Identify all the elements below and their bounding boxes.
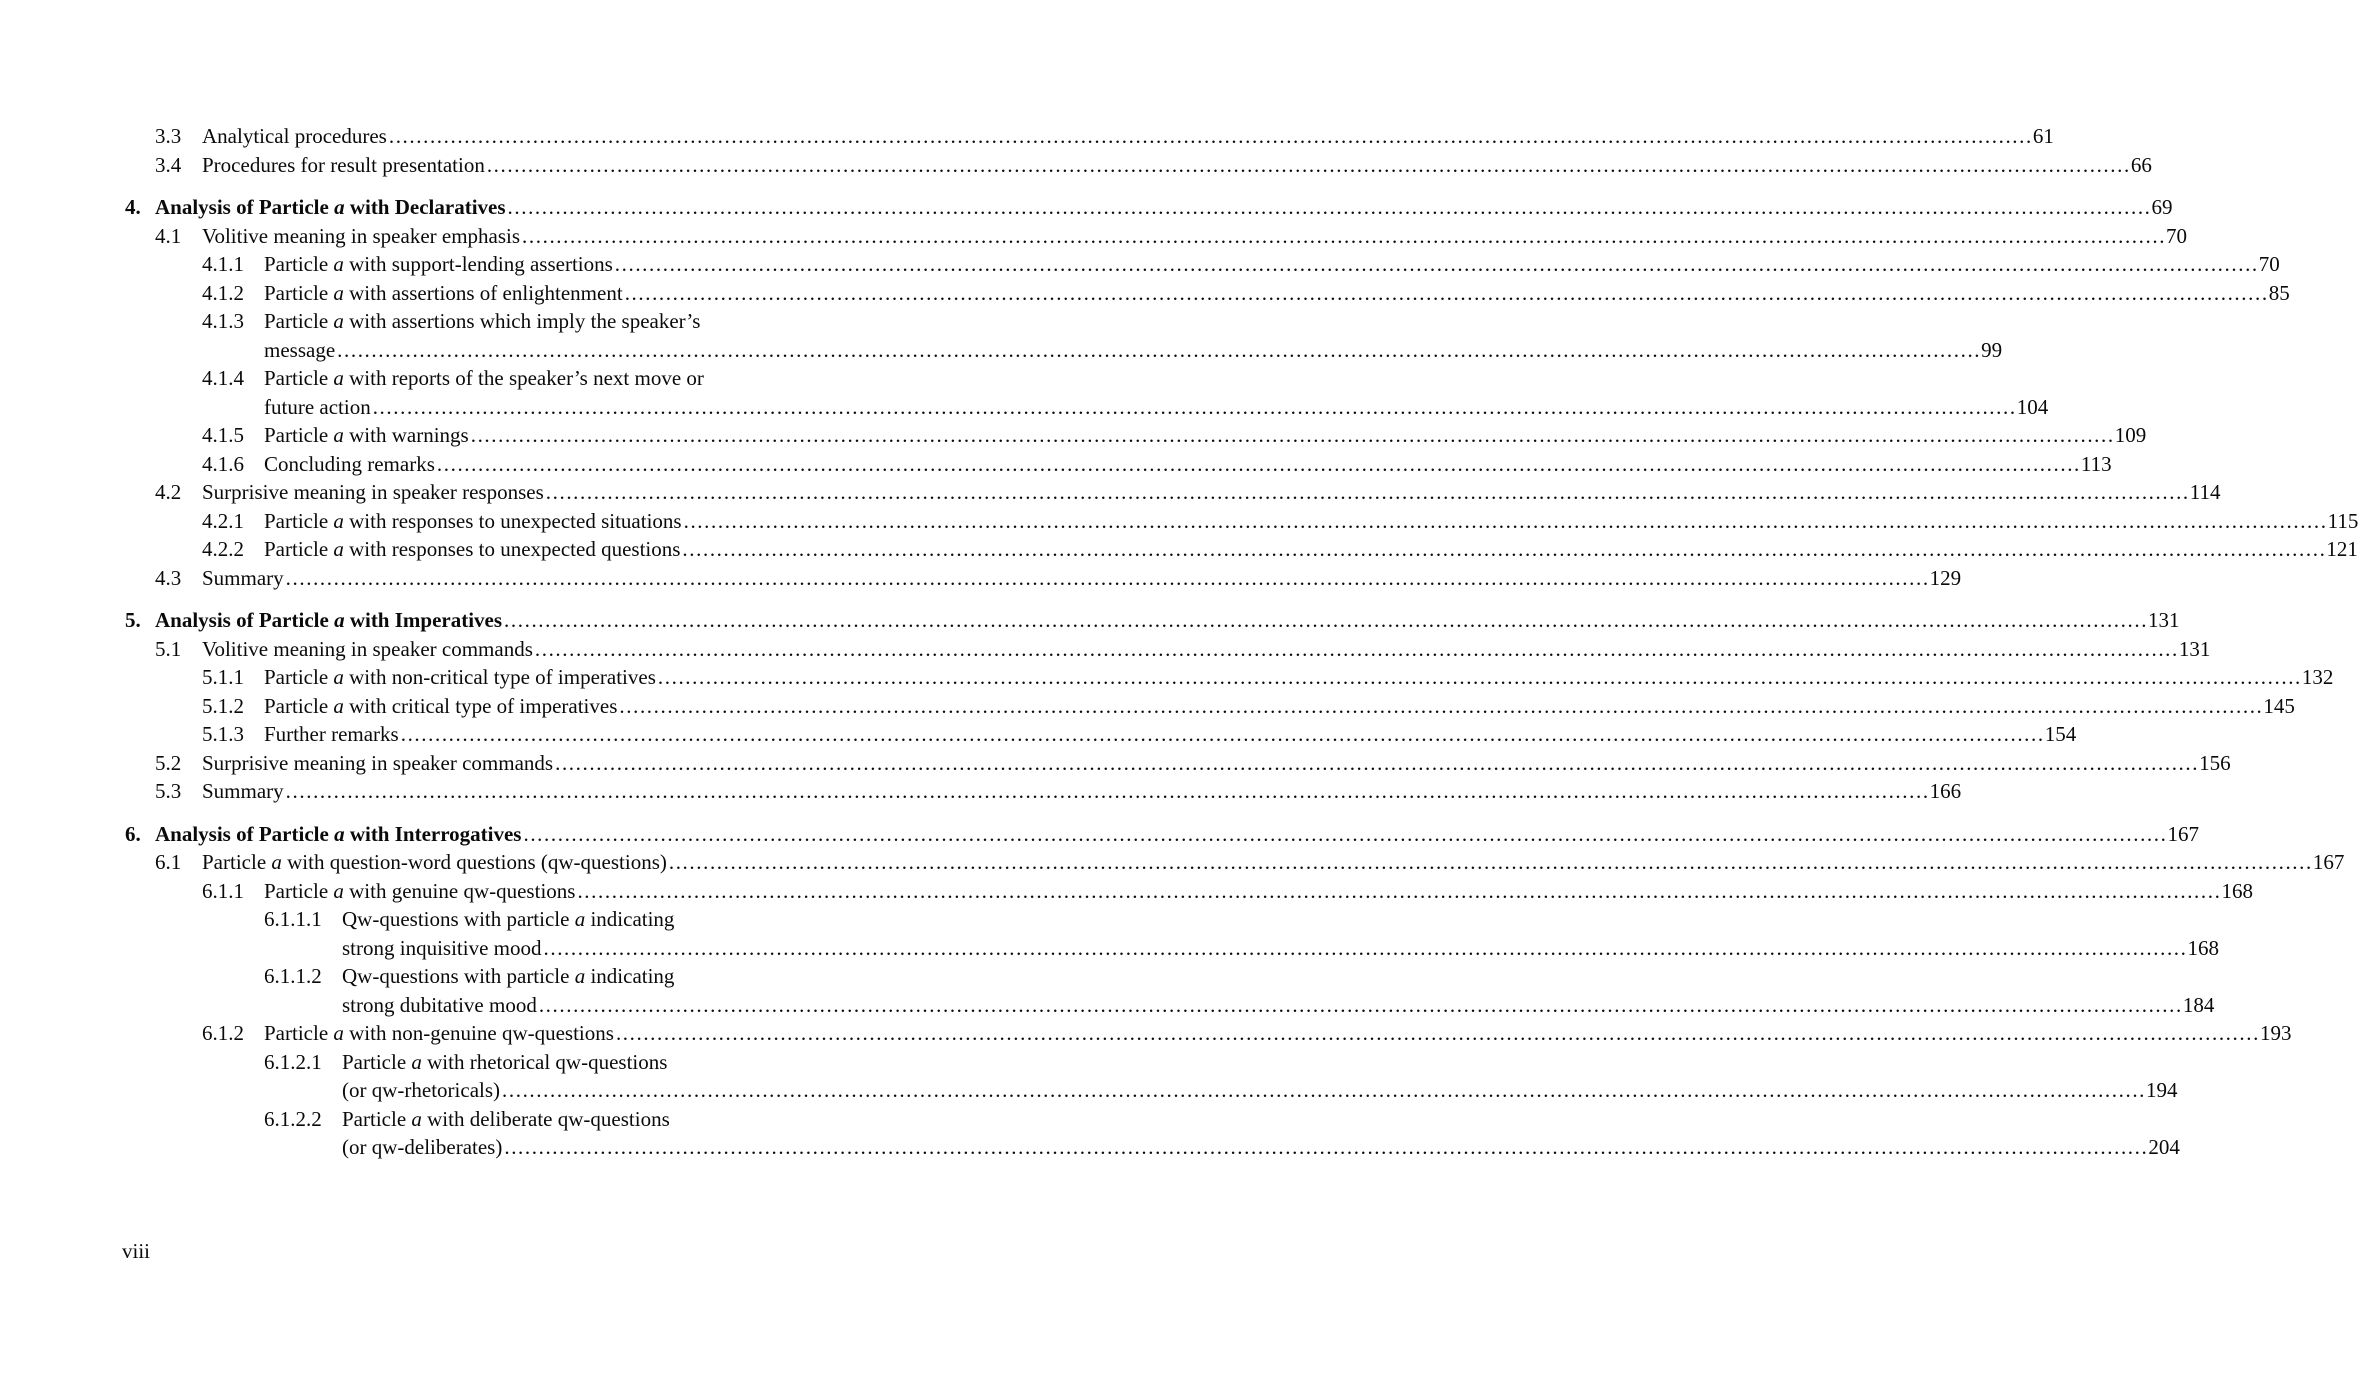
toc-entry-number: 4.1.6 xyxy=(202,451,244,476)
toc-entry-page: 167 xyxy=(2167,821,2199,846)
toc-entry-title: Summary xyxy=(202,565,284,590)
toc-entry-page: 66 xyxy=(2130,152,2152,177)
toc-entry-number: 4.2 xyxy=(155,480,182,504)
toc-entry xyxy=(125,720,2077,749)
toc-entry-number: 3.3 xyxy=(155,124,182,148)
toc-entry-body xyxy=(155,193,2173,222)
dot-leader: ................................................................................................................................................................................................................................................ xyxy=(683,508,2328,533)
toc-entry-body xyxy=(264,307,2003,364)
toc-entry-title: Surprisive meaning in speaker responses xyxy=(202,480,544,504)
toc-entry-number: 4.1.5 xyxy=(202,423,244,447)
dot-leader: ................................................................................................................................................................................................................................................ xyxy=(523,821,2168,846)
dot-leader: ................................................................................................................................................................................................................................................ xyxy=(624,280,2269,305)
toc-entry xyxy=(125,364,2049,421)
toc-entry-number: 4.1.2 xyxy=(202,280,244,305)
toc-entry-page: 113 xyxy=(2080,451,2112,476)
toc-entry xyxy=(125,905,2219,962)
toc-entry-last-line xyxy=(202,222,2188,251)
toc-entry-body xyxy=(264,364,2049,421)
toc-entry-page: 61 xyxy=(2032,124,2054,148)
toc-entry-body xyxy=(264,1019,2292,1048)
toc-entry-title: Analysis of Particle a with Interrogatives xyxy=(155,821,522,846)
toc-entry-title: Particle a with responses to unexpected questions xyxy=(264,537,681,561)
toc-entry-title-line: Particle a with reports of the speaker’s next move or xyxy=(264,366,704,390)
toc-entry-body xyxy=(202,151,2152,180)
toc-entry-title: Further remarks xyxy=(264,722,399,746)
toc-entry-number: 4. xyxy=(125,195,141,219)
toc-entry-page: 131 xyxy=(2178,636,2211,661)
toc-entry xyxy=(125,507,2358,536)
toc-entry-body xyxy=(202,222,2188,251)
toc-entry-body xyxy=(155,606,2180,635)
toc-entry-body xyxy=(202,122,2054,151)
toc-entry-number: 6.1.1.2 xyxy=(264,964,322,988)
toc-entry-number: 5. xyxy=(125,608,141,632)
toc-entry-title: message xyxy=(264,337,336,362)
toc-entry-last-line xyxy=(264,507,2358,536)
toc-entry-page: 70 xyxy=(2166,223,2188,248)
toc-entry-number: 4.1.1 xyxy=(202,252,244,276)
toc-entry-body xyxy=(264,535,2358,564)
toc-entry-number: 4.1.3 xyxy=(202,309,244,333)
toc-entry-title: Procedures for result presentation xyxy=(202,152,485,177)
dot-leader: ................................................................................................................................................................................................................................................ xyxy=(577,878,2222,903)
dot-leader: ................................................................................................................................................................................................................................................ xyxy=(285,779,1930,803)
dot-leader: ................................................................................................................................................................................................................................................ xyxy=(543,935,2188,960)
toc-entry-title: Particle a with question-word questions (qw-questions) xyxy=(202,850,667,874)
toc-entry-last-line xyxy=(342,934,2219,963)
toc-entry-last-line xyxy=(264,421,2147,450)
dot-leader: ................................................................................................................................................................................................................................................ xyxy=(470,423,2115,447)
page-number: viii xyxy=(122,1239,151,1263)
toc-entry-last-line xyxy=(264,336,2003,365)
toc-entry xyxy=(125,450,2112,479)
toc-entry xyxy=(125,820,2199,849)
dot-leader: ................................................................................................................................................................................................................................................ xyxy=(285,565,1930,590)
toc-entry-title-line: Particle a with rhetorical qw-questions xyxy=(342,1049,668,1074)
toc-entry-page: 69 xyxy=(2151,195,2173,219)
toc-entry-last-line xyxy=(264,720,2077,749)
toc-entry-last-line xyxy=(155,820,2199,849)
toc-entry-title: Analysis of Particle a with Imperatives xyxy=(155,608,503,632)
toc-entry-body xyxy=(202,848,2345,877)
toc-entry-body xyxy=(342,905,2219,962)
dot-leader: ................................................................................................................................................................................................................................................ xyxy=(504,1135,2149,1159)
dot-leader: ................................................................................................................................................................................................................................................ xyxy=(400,722,2045,746)
toc-entry xyxy=(125,1048,2178,1105)
toc-entry-title: Summary xyxy=(202,779,284,803)
toc-entry-title: Particle a with genuine qw-questions xyxy=(264,878,576,903)
toc-entry-title: Particle a with non-genuine qw-questions xyxy=(264,1021,614,1045)
toc-entry-page: 70 xyxy=(2258,252,2280,276)
toc-entry-title: Surprisive meaning in speaker commands xyxy=(202,750,554,775)
toc-entry-body xyxy=(264,507,2358,536)
toc-entry-body xyxy=(264,421,2147,450)
toc-entry-title: strong inquisitive mood xyxy=(342,935,542,960)
toc-entry xyxy=(125,962,2215,1019)
toc-entry xyxy=(125,307,2003,364)
toc-entry-last-line xyxy=(264,535,2358,564)
toc-entry-last-line xyxy=(264,450,2112,479)
toc-entry-number: 6.1.2.2 xyxy=(264,1106,322,1131)
toc-entry-title: Volitive meaning in speaker emphasis xyxy=(202,223,521,248)
toc-entry-page: 168 xyxy=(2187,935,2219,960)
toc-entry-number: 4.1 xyxy=(155,223,182,248)
toc-entry-page: 204 xyxy=(2148,1135,2180,1159)
toc-entry-number: 6.1.2 xyxy=(202,1021,244,1045)
toc-entry-title: Concluding remarks xyxy=(264,451,435,476)
toc-entry-number: 6.1.1 xyxy=(202,878,244,903)
toc-entry-number: 6. xyxy=(125,821,141,846)
toc-entry-body xyxy=(264,279,2290,308)
toc-entry xyxy=(125,663,2334,692)
toc-entry xyxy=(125,1019,2292,1048)
toc-entry-body xyxy=(264,250,2280,279)
dot-leader: ................................................................................................................................................................................................................................................ xyxy=(614,252,2259,276)
toc-entry-title: Particle a with assertions of enlightenment xyxy=(264,280,623,305)
toc-entry-page: 194 xyxy=(2146,1078,2178,1102)
toc-entry xyxy=(125,777,1962,806)
toc-entry-body xyxy=(264,692,2295,721)
toc-entry xyxy=(125,193,2173,222)
dot-leader: ................................................................................................................................................................................................................................................ xyxy=(668,850,2313,874)
toc-entry xyxy=(125,421,2147,450)
toc-entry-title: Particle a with warnings xyxy=(264,423,469,447)
dot-leader: ................................................................................................................................................................................................................................................ xyxy=(436,451,2081,476)
toc-entry-last-line xyxy=(202,635,2211,664)
toc-entry-page: 109 xyxy=(2114,423,2147,447)
toc-entry-body xyxy=(342,1105,2180,1162)
toc-entry-title: future action xyxy=(264,394,371,419)
toc-entry-title: Particle a with critical type of imperatives xyxy=(264,693,618,718)
toc-entry xyxy=(125,279,2290,308)
toc-entry-last-line xyxy=(264,877,2253,906)
toc-entry-last-line xyxy=(155,606,2180,635)
toc-entry xyxy=(125,535,2358,564)
toc-entry-page: 184 xyxy=(2182,992,2215,1017)
dot-leader: ................................................................................................................................................................................................................................................ xyxy=(504,608,2149,632)
dot-leader: ................................................................................................................................................................................................................................................ xyxy=(619,693,2264,718)
toc-entry-title-line: Qw-questions with particle a indicating xyxy=(342,964,675,988)
dot-leader: ................................................................................................................................................................................................................................................ xyxy=(534,636,2179,661)
toc-entry-number: 5.3 xyxy=(155,779,182,803)
toc-entry-number: 5.2 xyxy=(155,750,182,775)
toc-entry-body xyxy=(264,450,2112,479)
toc-entry-page: 131 xyxy=(2148,608,2180,632)
toc-entry xyxy=(125,848,2345,877)
toc-entry xyxy=(125,692,2295,721)
dot-leader: ................................................................................................................................................................................................................................................ xyxy=(502,1078,2147,1102)
toc-entry-number: 5.1.2 xyxy=(202,693,244,718)
toc-entry-last-line xyxy=(342,1133,2180,1162)
toc-entry-page: 145 xyxy=(2263,693,2295,718)
toc-entry-body xyxy=(202,635,2211,664)
toc-entry xyxy=(125,877,2253,906)
toc-entry-last-line xyxy=(342,991,2215,1020)
toc-entry-page: 167 xyxy=(2312,850,2345,874)
dot-leader: ................................................................................................................................................................................................................................................ xyxy=(486,152,2131,177)
toc-entry xyxy=(125,749,2231,778)
toc-entry-last-line xyxy=(202,564,1962,593)
toc-entry xyxy=(125,250,2280,279)
toc-entry-title-line: Particle a with deliberate qw-questions xyxy=(342,1106,670,1131)
toc-entry-page: 85 xyxy=(2268,280,2290,305)
dot-leader: ................................................................................................................................................................................................................................................ xyxy=(388,124,2033,148)
toc-entry-number: 6.1 xyxy=(155,850,182,874)
toc-entry-number: 5.1.3 xyxy=(202,722,244,746)
toc-entry-title: (or qw-deliberates) xyxy=(342,1135,503,1159)
toc-entry-title: Particle a with responses to unexpected situations xyxy=(264,508,682,533)
dot-leader: ................................................................................................................................................................................................................................................ xyxy=(522,223,2167,248)
dot-leader: ................................................................................................................................................................................................................................................ xyxy=(538,992,2183,1017)
toc-entry-body xyxy=(202,749,2231,778)
dot-leader: ................................................................................................................................................................................................................................................ xyxy=(372,394,2017,419)
toc-entry xyxy=(125,222,2188,251)
toc-entry-number: 4.1.4 xyxy=(202,366,244,390)
toc-entry-body xyxy=(155,820,2199,849)
toc-entry-title-line: Qw-questions with particle a indicating xyxy=(342,907,675,931)
toc-entry-page: 132 xyxy=(2301,665,2334,689)
toc-entry xyxy=(125,606,2180,635)
toc-entry-page: 104 xyxy=(2016,394,2049,419)
toc-entry-last-line xyxy=(264,1019,2292,1048)
toc-entry xyxy=(125,635,2211,664)
toc-entry-body xyxy=(264,720,2077,749)
toc-entry-last-line xyxy=(264,393,2049,422)
dot-leader: ................................................................................................................................................................................................................................................ xyxy=(657,665,2302,689)
toc-entry-title: Analytical procedures xyxy=(202,124,387,148)
toc-entry xyxy=(125,1105,2180,1162)
toc-entry-page: 193 xyxy=(2259,1021,2292,1045)
toc-entry-page: 168 xyxy=(2221,878,2253,903)
toc-entry-number: 5.1.1 xyxy=(202,665,244,689)
toc-entry-last-line xyxy=(264,692,2295,721)
toc-entry-page: 156 xyxy=(2199,750,2231,775)
toc-entry-title: Volitive meaning in speaker commands xyxy=(202,636,533,661)
toc-entry-page: 114 xyxy=(2189,480,2221,504)
toc-entry-body xyxy=(264,663,2334,692)
dot-leader: ................................................................................................................................................................................................................................................ xyxy=(682,537,2327,561)
toc-entry-last-line xyxy=(202,122,2054,151)
toc-entry-page: 166 xyxy=(1929,779,1962,803)
toc-entry-number: 4.2.1 xyxy=(202,508,244,533)
toc-entry-number: 6.1.2.1 xyxy=(264,1049,322,1074)
table-of-contents xyxy=(125,122,2358,1162)
toc-entry-title: Analysis of Particle a with Declaratives xyxy=(155,195,506,219)
toc-entry-last-line xyxy=(342,1076,2178,1105)
toc-entry-last-line xyxy=(264,663,2334,692)
toc-entry-body xyxy=(342,962,2215,1019)
dot-leader: ................................................................................................................................................................................................................................................ xyxy=(615,1021,2260,1045)
toc-entry-body xyxy=(342,1048,2178,1105)
toc-entry-number: 6.1.1.1 xyxy=(264,907,322,931)
toc-entry xyxy=(125,122,2054,151)
toc-entry-number: 4.3 xyxy=(155,565,182,590)
toc-entry-title-line: Particle a with assertions which imply the speaker’s xyxy=(264,309,701,333)
toc-entry-title: Particle a with support-lending assertions xyxy=(264,252,613,276)
toc-entry-title: Particle a with non-critical type of imperatives xyxy=(264,665,656,689)
toc-entry-page: 99 xyxy=(1981,337,2003,362)
toc-entry-last-line xyxy=(202,777,1962,806)
toc-entry-body xyxy=(202,478,2221,507)
toc-entry-body xyxy=(202,564,1962,593)
dot-leader: ................................................................................................................................................................................................................................................ xyxy=(555,750,2200,775)
toc-entry-last-line xyxy=(264,250,2280,279)
toc-entry-number: 4.2.2 xyxy=(202,537,244,561)
toc-entry-last-line xyxy=(202,478,2221,507)
dot-leader: ................................................................................................................................................................................................................................................ xyxy=(545,480,2190,504)
toc-entry-last-line xyxy=(202,749,2231,778)
toc-entry-page: 121 xyxy=(2326,537,2358,561)
toc-entry xyxy=(125,478,2221,507)
toc-entry xyxy=(125,564,1962,593)
toc-entry-title: (or qw-rhetoricals) xyxy=(342,1078,501,1102)
toc-entry-last-line xyxy=(202,848,2345,877)
toc-entry-title: strong dubitative mood xyxy=(342,992,537,1017)
dot-leader: ................................................................................................................................................................................................................................................ xyxy=(507,195,2152,219)
toc-entry-last-line xyxy=(155,193,2173,222)
toc-entry-page: 129 xyxy=(1929,565,1962,590)
toc-entry xyxy=(125,151,2152,180)
toc-entry-page: 115 xyxy=(2327,508,2358,533)
toc-entry-number: 5.1 xyxy=(155,636,182,661)
toc-entry-body xyxy=(202,777,1962,806)
toc-entry-body xyxy=(264,877,2253,906)
toc-entry-last-line xyxy=(202,151,2152,180)
dot-leader: ................................................................................................................................................................................................................................................ xyxy=(337,337,1982,362)
toc-entry-last-line xyxy=(264,279,2290,308)
toc-entry-number: 3.4 xyxy=(155,152,182,177)
toc-entry-page: 154 xyxy=(2044,722,2077,746)
